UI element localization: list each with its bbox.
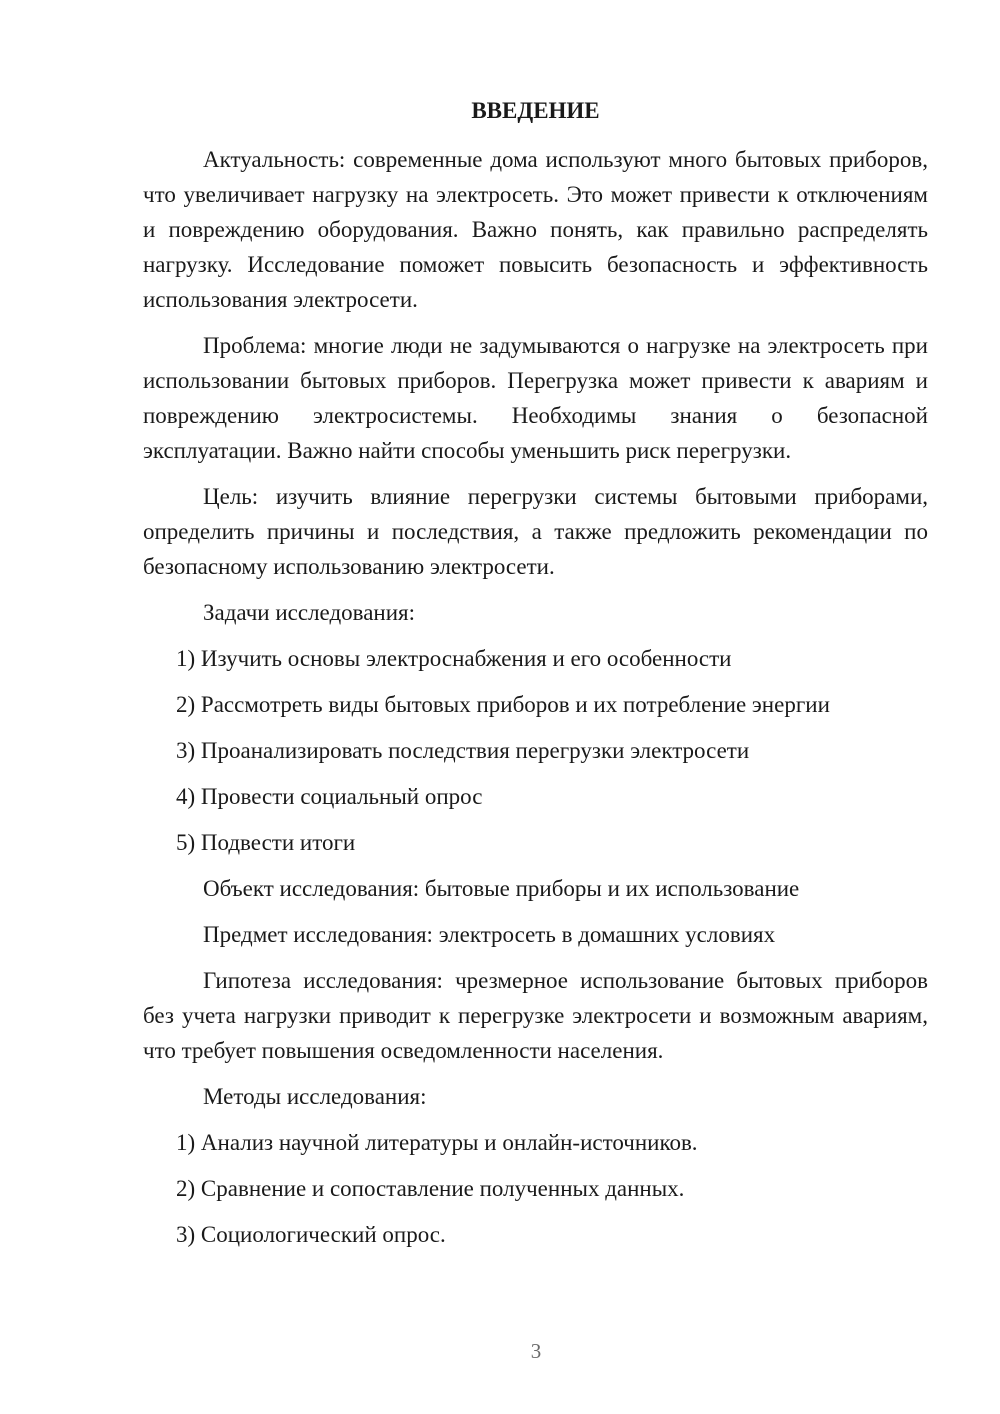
document-page	[143, 93, 928, 1263]
list-item: 4) Провести социальный опрос	[176, 784, 483, 809]
hypothesis-paragraph: Гипотеза исследования: чрезмерное использование бытовых приборов без учета нагрузки приводит к перегрузке электросети и возможным авариям, что требует повышения осведомленности населения.	[143, 968, 928, 1063]
tasks-heading: Задачи исследования:	[203, 600, 416, 625]
section-title: ВВЕДЕНИЕ	[471, 98, 600, 123]
list-item: 2) Сравнение и сопоставление полученных данных.	[176, 1176, 685, 1201]
methods-heading: Методы исследования:	[203, 1084, 427, 1109]
goal-paragraph: Цель: изучить влияние перегрузки системы бытовыми приборами, определить причины и последствия, а также предложить рекомендации по безопасному использованию электросети.	[143, 484, 928, 579]
page-number: 3	[530, 1339, 542, 1363]
problem-paragraph: Проблема: многие люди не задумываются о нагрузке на электросеть при использовании бытовых приборов. Перегрузка может привести к авариям и повреждению электросистемы. Необходимы знания о безопасной эксплуатации. Важно найти способы уменьшить риск перегрузки.	[143, 333, 928, 463]
list-item: 1) Анализ научной литературы и онлайн-источников.	[176, 1130, 698, 1155]
tasks-list	[143, 641, 928, 860]
object-paragraph: Объект исследования: бытовые приборы и их использование	[203, 876, 800, 901]
relevance-paragraph: Актуальность: современные дома используют много бытовых приборов, что увеличивает нагрузку на электросеть. Это может привести к отключениям и повреждению оборудования. Важно понять, как правильно распределять нагрузку. Исследование поможет повысить безопасность и эффективность использования электросети.	[143, 147, 928, 312]
subject-paragraph: Предмет исследования: электросеть в домашних условиях	[203, 922, 776, 947]
list-item: 3) Проанализировать последствия перегрузки электросети	[176, 738, 750, 763]
list-item: 5) Подвести итоги	[176, 830, 356, 855]
list-item: 1) Изучить основы электроснабжения и его особенности	[176, 646, 732, 671]
list-item: 3) Социологический опрос.	[176, 1222, 446, 1247]
methods-list	[143, 1125, 928, 1252]
list-item: 2) Рассмотреть виды бытовых приборов и их потребление энергии	[176, 692, 830, 717]
